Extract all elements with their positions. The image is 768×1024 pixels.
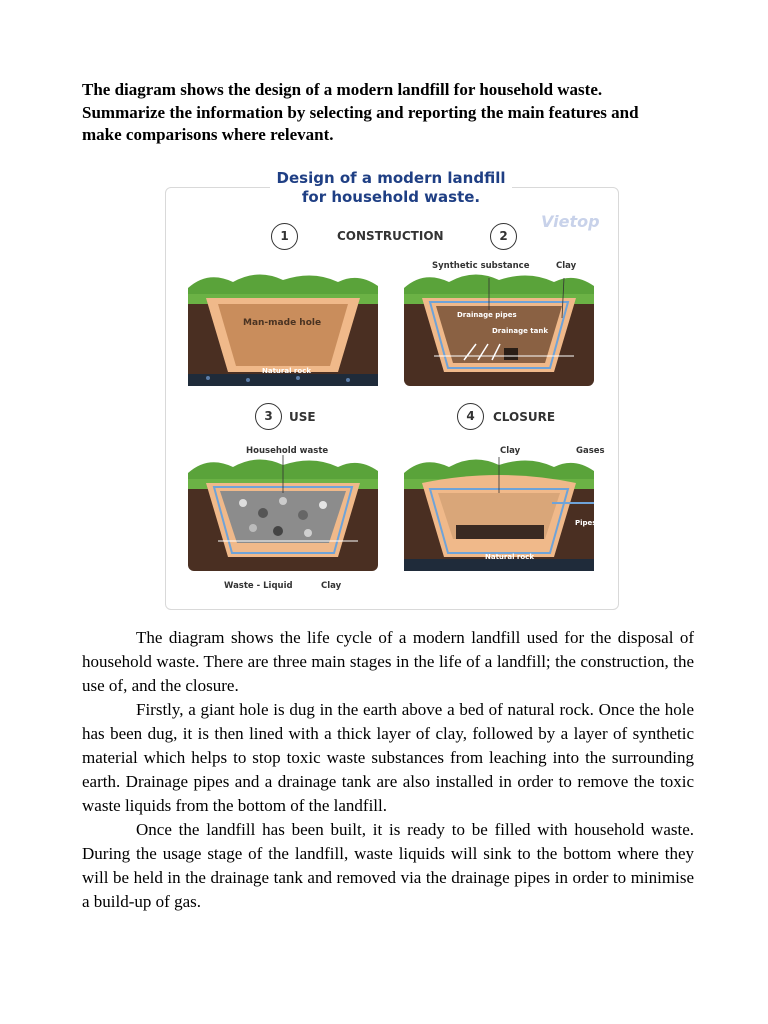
stage-4-number: 4 — [457, 403, 484, 430]
paragraph-2: Firstly, a giant hole is dug in the earth above a bed of natural rock. Once the hole has been dug, it is then lined with a thick layer of clay, followed by a layer of synthetic material which helps to stop toxic waste substances from leaching into the surrounding earth. Drainage pipes and a drainage tank are also installed in order to remove the toxic waste liquids from the bottom of the landfill. — [82, 700, 694, 815]
use-illustration — [188, 453, 378, 571]
task-prompt — [82, 79, 682, 147]
label-synthetic-substance: Synthetic substance — [432, 261, 530, 271]
label-drainage-tank: Drainage tank — [492, 327, 548, 335]
stage-3-number: 3 — [255, 403, 282, 430]
label-waste-liquid: Waste - Liquid — [224, 581, 293, 591]
prompt-line-1: The diagram shows the design of a modern landfill for household waste. — [82, 80, 603, 99]
label-clay-3: Clay — [321, 581, 342, 591]
label-man-made-hole: Man-made hole — [243, 318, 322, 328]
label-clay-4: Clay — [500, 446, 521, 456]
essay-body — [82, 626, 694, 914]
label-drainage-pipes: Drainage pipes — [457, 311, 517, 319]
watermark-logo: Vietop — [541, 212, 600, 231]
label-gases: Gases — [576, 446, 605, 456]
paragraph-3: Once the landfill has been built, it is ready to be filled with household waste. During the usage stage of the landfill, waste liquids will sink to the bottom where they will be held in the drainage tank and removed via the drainage pipes in order to minimise a build-up of gas. — [82, 820, 694, 911]
stage-closure-label: CLOSURE — [493, 410, 556, 424]
stage-use-label: USE — [289, 410, 316, 424]
stage-1-number: 1 — [271, 223, 298, 250]
prompt-line-2: Summarize the information by selecting and reporting the main features and make comparisons where relevant. — [82, 102, 639, 144]
stage-2-number: 2 — [490, 223, 517, 250]
label-natural-rock-1: Natural rock — [262, 367, 311, 375]
stage-construction-label: CONSTRUCTION — [337, 229, 444, 243]
label-household-waste: Household waste — [246, 446, 329, 456]
label-natural-rock-4: Natural rock — [485, 553, 534, 561]
label-pipes: Pipes — [575, 519, 597, 527]
label-clay-2: Clay — [556, 261, 577, 271]
diagram-title: Design of a modern landfill for household waste. — [165, 169, 617, 207]
paragraph-1: The diagram shows the life cycle of a modern landfill used for the disposal of household waste. There are three main stages in the life of a landfill; the construction, the use of, and the closure. — [82, 628, 694, 695]
